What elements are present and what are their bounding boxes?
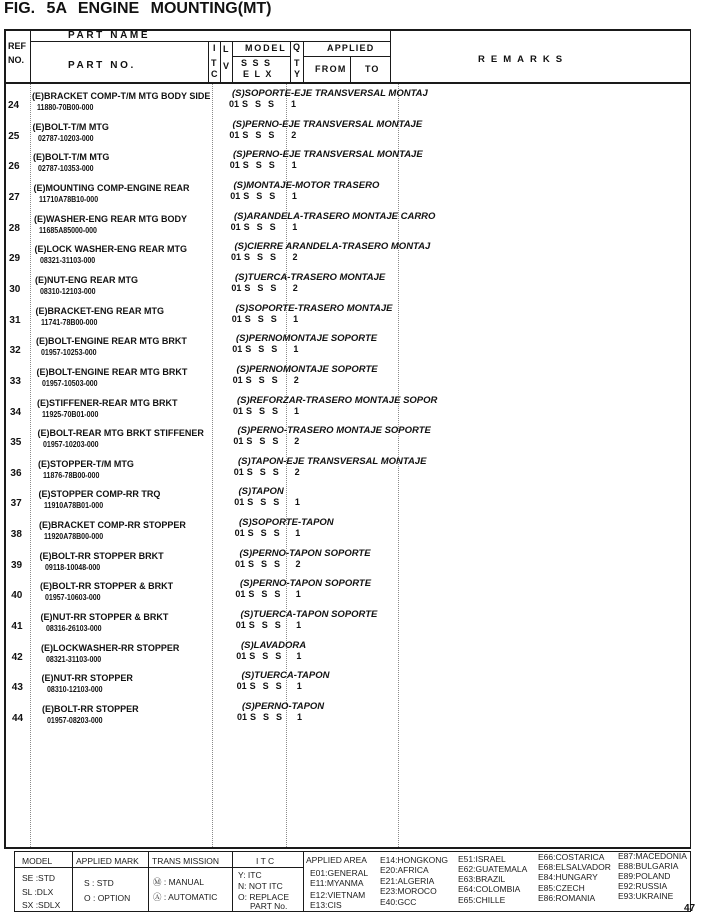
remarks-text: (S)TUERCA-TRASERO MONTAJE xyxy=(235,271,386,283)
remarks-text: (S)PERNOMONTAJE SOPORTE xyxy=(236,363,378,375)
model-flag-se: S xyxy=(247,497,254,508)
part-name: (E)BRACKET COMP-T/M MTG BODY SIDE xyxy=(32,91,211,101)
model-flag-sx: S xyxy=(274,589,281,600)
legend-area-code: E14:HONGKONG xyxy=(380,855,449,865)
legend-divider-4 xyxy=(303,851,304,912)
legend-area-code: E20:AFRICA xyxy=(380,865,429,875)
part-name: (E)NUT-ENG REAR MTG xyxy=(35,274,138,285)
ref-number: 34 xyxy=(10,406,22,418)
model-flag-sl: S xyxy=(263,712,270,722)
legend-area-code: E63:BRAZIL xyxy=(458,874,506,884)
ref-number: 30 xyxy=(9,283,21,295)
model-flag-sl: S xyxy=(259,466,266,477)
lv-header-l: L xyxy=(223,44,229,54)
part-number: 08310-12103-000 xyxy=(40,286,96,296)
part-number: 09118-10048-000 xyxy=(44,562,100,572)
legend-area-code: E85:CZECH xyxy=(538,883,585,893)
part-number: 08321-31103-000 xyxy=(46,654,102,664)
model-flag-se: S xyxy=(247,528,254,539)
ref-number: 27 xyxy=(8,191,20,203)
quantity: 2 xyxy=(292,282,298,293)
model-flag-sx: S xyxy=(275,681,282,692)
legend-header-underline xyxy=(14,867,304,868)
legend-area-code: E84:HUNGARY xyxy=(538,872,598,882)
remarks-text: (S)PERNO-EJE TRANSVERSAL MONTAJE xyxy=(233,149,423,161)
legend-transmission-header: TRANS MISSION xyxy=(152,856,220,866)
part-number: 11925-70B01-000 xyxy=(42,409,99,419)
no-header: NO. xyxy=(8,55,25,65)
legend-applied-mark-item: O : OPTION xyxy=(84,893,131,903)
itc-header-t: T xyxy=(211,58,217,68)
model-flag-sl: S xyxy=(255,99,262,109)
legend-bottom-border xyxy=(14,911,691,912)
model-flag-sl: S xyxy=(261,558,268,569)
remarks-column-divider xyxy=(390,29,391,83)
legend-area-code: E12:VIETNAM xyxy=(310,890,366,900)
part-name: (E)STOPPER-T/M MTG xyxy=(38,458,134,469)
row-code: 01 xyxy=(234,528,245,539)
remarks-text: (S)PERNO-TRASERO MONTAJE SOPORTE xyxy=(237,425,431,437)
model-flag-sx: S xyxy=(271,344,278,355)
ref-number: 42 xyxy=(11,651,23,663)
legend-divider-2 xyxy=(148,851,149,912)
from-header: FROM xyxy=(315,64,347,74)
part-name: (E)BOLT-T/M MTG xyxy=(33,152,110,163)
remarks-text: (S)REFORZAR-TRASERO MONTAJE SOPOR xyxy=(237,394,438,406)
applied-header: APPLIED xyxy=(327,43,375,53)
qty-column-divider xyxy=(290,41,291,82)
ref-number: 43 xyxy=(11,682,23,694)
part-number: 01957-10603-000 xyxy=(45,593,101,603)
model-flag-se: S xyxy=(246,405,253,416)
model-flag-sx: S xyxy=(275,650,282,661)
ref-number: 32 xyxy=(9,345,21,357)
model-flag-sl: S xyxy=(257,282,264,293)
ref-number: 39 xyxy=(11,559,23,571)
part-name: (E)BRACKET COMP-RR STOPPER xyxy=(39,520,186,531)
itc-column-divider xyxy=(208,41,209,82)
row-code: 01 xyxy=(235,620,246,630)
legend-itc-header: I T C xyxy=(256,856,275,866)
row-code: 01 xyxy=(231,252,242,263)
legend-area-code: E66:COSTARICA xyxy=(538,852,605,862)
remarks-text: (S)TAPON-EJE TRANSVERSAL MONTAJE xyxy=(238,455,427,467)
quantity: 2 xyxy=(294,436,300,447)
row-code: 01 xyxy=(235,558,246,569)
ref-column-divider xyxy=(30,29,31,83)
table-bottom-border xyxy=(4,847,691,849)
part-number: 08310-12103-000 xyxy=(46,685,103,695)
row-code: 01 xyxy=(231,313,242,324)
part-name: (E)BRACKET-ENG REAR MTG xyxy=(35,305,164,316)
quantity: 1 xyxy=(296,650,302,661)
model-flag-sx: S xyxy=(276,712,283,722)
row-code: 01 xyxy=(232,344,243,355)
part-number: 11910A78B01-000 xyxy=(43,501,103,511)
part-number: 01957-08203-000 xyxy=(47,716,103,725)
remarks-text: (S)TAPON xyxy=(238,486,284,498)
legend-area-code: E68:ELSALVADOR xyxy=(538,862,611,872)
legend-area-code: E01:GENERAL xyxy=(310,868,369,878)
legend-model-header: MODEL xyxy=(22,856,53,866)
quantity: 2 xyxy=(294,466,300,477)
row-code: 01 xyxy=(231,282,242,293)
part-name: (E)BOLT-ENGINE REAR MTG BRKT xyxy=(36,366,188,377)
part-name: (E)STOPPER COMP-RR TRQ xyxy=(38,489,161,500)
part-name: (E)MOUNTING COMP-ENGINE REAR xyxy=(33,182,190,193)
quantity: 1 xyxy=(296,620,302,630)
part-name: (E)NUT-RR STOPPER xyxy=(41,673,133,684)
row-code: 01 xyxy=(233,405,244,416)
quantity: 2 xyxy=(295,558,301,569)
row-code: 01 xyxy=(236,681,247,692)
model-flag-se: S xyxy=(242,160,249,171)
part-name: (E)STIFFENER-REAR MTG BRKT xyxy=(37,397,178,408)
part-number: 02787-10203-000 xyxy=(37,133,94,143)
qty-header-q: Q xyxy=(293,42,301,52)
row-code: 01 xyxy=(229,129,240,140)
quantity: 1 xyxy=(295,589,301,600)
model-flag-sx: S xyxy=(273,497,280,508)
model-flag-sx: S xyxy=(271,374,278,385)
model-flag-sx: S xyxy=(272,436,279,447)
row-code: 01 xyxy=(232,374,243,385)
model-flag-se: S xyxy=(244,313,251,324)
legend-itc-item: PART No. xyxy=(250,901,288,911)
ref-number: 38 xyxy=(10,529,22,541)
model-flag-sx: S xyxy=(270,313,277,324)
model-flag-sl: S xyxy=(258,374,265,385)
legend-area-code: E40:GCC xyxy=(380,897,417,907)
lv-column-divider xyxy=(220,41,221,82)
model-flag-se: S xyxy=(250,712,257,722)
table-right-border xyxy=(690,29,692,848)
model-flag-se: S xyxy=(245,344,252,355)
model-flag-se: S xyxy=(249,650,256,661)
remarks-text: (S)PERNOMONTAJE SOPORTE xyxy=(236,333,378,345)
lv-header-v: V xyxy=(223,61,230,71)
model-flag-sl: S xyxy=(261,620,268,630)
part-number: 11876-78B00-000 xyxy=(43,470,100,480)
quantity: 1 xyxy=(291,160,297,171)
model-flag-sx: S xyxy=(269,221,276,232)
part-number: 08316-26103-000 xyxy=(45,624,102,633)
figure-title: FIG. 5A ENGINE MOUNTING(MT) xyxy=(4,0,272,17)
part-name: (E)BOLT-RR STOPPER xyxy=(42,704,139,714)
applied-column-divider xyxy=(303,41,304,82)
model-underline xyxy=(232,56,290,57)
part-number: 11920A78B00-000 xyxy=(44,532,104,542)
part-name-header: PART NAME xyxy=(68,30,151,41)
part-number: 01957-10253-000 xyxy=(41,348,97,358)
part-number: 01957-10503-000 xyxy=(41,378,98,388)
model-flag-sx: S xyxy=(268,129,275,140)
model-header: MODEL xyxy=(245,43,287,53)
legend-applied-mark-header: APPLIED MARK xyxy=(76,856,139,866)
remarks-text: (S)TUERCA-TAPON xyxy=(241,670,330,682)
part-no-header: PART NO. xyxy=(68,60,136,71)
quantity: 1 xyxy=(297,712,303,722)
ref-number: 36 xyxy=(10,467,22,479)
quantity: 1 xyxy=(293,344,299,355)
ref-number: 35 xyxy=(10,437,22,449)
model-flag-se: S xyxy=(249,681,256,692)
ref-number: 24 xyxy=(8,100,20,111)
model-flag-sl: S xyxy=(257,252,264,263)
model-flag-sx: S xyxy=(270,282,277,293)
ref-number: 41 xyxy=(11,621,23,632)
model-flag-se: S xyxy=(244,252,251,263)
from-to-divider xyxy=(350,56,351,82)
legend-divider-1 xyxy=(72,851,73,912)
model-flag-se: S xyxy=(248,620,255,630)
ref-number: 44 xyxy=(12,713,24,724)
legend-area-code: E88:BULGARIA xyxy=(618,861,679,871)
legend-area-code: E93:UKRAINE xyxy=(618,891,674,901)
model-flag-se: S xyxy=(248,558,255,569)
legend-area-code: E51:ISRAEL xyxy=(458,854,506,864)
part-name: (E)BOLT-REAR MTG BRKT STIFFENER xyxy=(37,428,204,439)
quantity: 1 xyxy=(291,190,297,201)
model-flag-se: S xyxy=(245,374,252,385)
model-flag-sx: S xyxy=(268,160,275,171)
remarks-text: (S)SOPORTE-TRASERO MONTAJE xyxy=(235,302,393,314)
model-flag-sl: S xyxy=(262,681,269,692)
quantity: 1 xyxy=(292,221,298,232)
model-flag-sx: S xyxy=(268,99,275,109)
ref-column-dotted-line xyxy=(30,84,31,847)
model-codes-bottom: E L X xyxy=(243,69,272,79)
model-flag-se: S xyxy=(246,466,253,477)
remarks-text: (S)SOPORTE-EJE TRANSVERSAL MONTAJ xyxy=(232,88,428,99)
itc-column-dotted-line xyxy=(212,84,213,847)
legend-itc-item: N: NOT ITC xyxy=(238,881,283,891)
ref-number: 40 xyxy=(11,590,23,602)
remarks-text: (S)CIERRE ARANDELA-TRASERO MONTAJ xyxy=(234,241,431,253)
part-name: (E)NUT-RR STOPPER & BRKT xyxy=(40,612,169,622)
part-number: 02787-10353-000 xyxy=(38,164,94,174)
part-number: 01957-10203-000 xyxy=(42,440,99,450)
legend-left-border xyxy=(14,851,15,912)
model-flag-sx: S xyxy=(274,558,281,569)
model-flag-sl: S xyxy=(257,313,264,324)
remarks-text: (S)MONTAJE-MOTOR TRASERO xyxy=(233,179,380,191)
model-column-divider xyxy=(232,41,233,82)
itc-header-i: I xyxy=(213,43,216,53)
model-flag-sx: S xyxy=(272,466,279,477)
model-flag-sl: S xyxy=(259,405,266,416)
part-number: 08321-31103-000 xyxy=(39,256,95,266)
legend-applied-mark-item: S : STD xyxy=(84,878,114,888)
legend-area-code: E13:CIS xyxy=(310,900,342,910)
model-flag-se: S xyxy=(242,99,249,109)
remarks-text: (S)TUERCA-TAPON SOPORTE xyxy=(240,609,378,620)
legend-itc-item: O: REPLACE xyxy=(238,892,290,902)
model-flag-sl: S xyxy=(260,528,267,539)
quantity: 2 xyxy=(293,374,299,385)
applied-underline xyxy=(303,56,390,57)
ref-number: 25 xyxy=(8,130,20,142)
table-left-border xyxy=(4,29,6,848)
model-flag-se: S xyxy=(246,436,253,447)
quantity: 1 xyxy=(294,405,300,416)
legend-area-code: E11:MYANMA xyxy=(310,878,364,888)
model-flag-sx: S xyxy=(269,190,276,201)
itc-header-c: C xyxy=(211,69,218,79)
legend-applied-area-header: APPLIED AREA xyxy=(306,855,367,865)
part-number: 11880-70B00-000 xyxy=(37,103,94,112)
legend-model-item: SX :SDLX xyxy=(22,900,61,910)
ref-number: 28 xyxy=(8,222,20,234)
model-flag-sx: S xyxy=(273,528,280,539)
ref-number: 31 xyxy=(9,314,21,326)
quantity: 1 xyxy=(291,99,297,109)
part-name: (E)BOLT-RR STOPPER & BRKT xyxy=(40,581,174,592)
remarks-text: (S)PERNO-TAPON xyxy=(242,701,325,712)
row-code: 01 xyxy=(233,436,244,447)
model-flag-sl: S xyxy=(258,344,265,355)
model-flag-sx: S xyxy=(272,405,279,416)
row-code: 01 xyxy=(236,650,247,661)
part-name: (E)BOLT-ENGINE REAR MTG BRKT xyxy=(36,336,187,347)
model-flag-sl: S xyxy=(256,221,263,232)
legend-area-code: E62:GUATEMALA xyxy=(458,864,528,874)
legend-area-code: E87:MACEDONIA xyxy=(618,851,687,861)
remarks-text: (S)LAVADORA xyxy=(241,639,307,651)
ref-number: 33 xyxy=(9,375,21,387)
part-name: (E)WASHER-ENG REAR MTG BODY xyxy=(34,213,187,224)
header-bottom-border xyxy=(4,82,691,84)
model-flag-se: S xyxy=(242,129,249,140)
part-name: (E)BOLT-T/M MTG xyxy=(32,121,109,132)
model-flag-se: S xyxy=(243,221,250,232)
remarks-text: (S)PERNO-TAPON SOPORTE xyxy=(240,578,372,590)
qty-header-y: Y xyxy=(294,69,301,79)
legend-area-code: E23:MOROCO xyxy=(380,886,437,896)
model-flag-sl: S xyxy=(259,436,266,447)
model-codes-top: S S S xyxy=(241,58,271,68)
legend-transmission-item: Ⓐ : AUTOMATIC xyxy=(153,892,218,902)
ref-header: REF xyxy=(8,41,26,51)
page-number: 47 xyxy=(684,903,696,914)
model-flag-sl: S xyxy=(256,190,263,201)
quantity: 1 xyxy=(293,313,299,324)
legend-area-code: E21:ALGERIA xyxy=(380,876,435,886)
row-code: 01 xyxy=(229,160,240,171)
ref-number: 37 xyxy=(10,498,22,510)
remarks-text: (S)SOPORTE-TAPON xyxy=(239,517,334,529)
part-number: 11710A78B10-000 xyxy=(38,194,98,204)
model-flag-sl: S xyxy=(255,129,262,140)
remarks-header: REMARKS xyxy=(478,54,569,65)
legend-itc-item: Y: ITC xyxy=(238,870,262,880)
remarks-text: (S)PERNO-EJE TRANSVERSAL MONTAJE xyxy=(232,118,423,130)
part-name-underline xyxy=(30,41,390,42)
model-flag-sx: S xyxy=(270,252,277,263)
part-number: 11685A85000-000 xyxy=(39,225,97,235)
legend-area-code: E86:ROMANIA xyxy=(538,893,596,903)
remarks-text: (S)ARANDELA-TRASERO MONTAJE CARRO xyxy=(234,210,436,222)
legend-model-item: SE :STD xyxy=(22,873,56,883)
row-code: 01 xyxy=(230,190,241,201)
model-flag-se: S xyxy=(243,190,250,201)
part-name: (E)BOLT-RR STOPPER BRKT xyxy=(39,550,164,561)
legend-area-code: E65:CHILLE xyxy=(458,895,506,905)
part-name: (E)LOCKWASHER-RR STOPPER xyxy=(41,642,180,653)
model-flag-sl: S xyxy=(262,650,269,661)
part-number: 11741-78B00-000 xyxy=(40,317,97,327)
legend-model-item: SL :DLX xyxy=(22,887,54,897)
ref-number: 29 xyxy=(9,253,21,265)
model-flag-sl: S xyxy=(261,589,268,600)
model-flag-sl: S xyxy=(255,160,262,171)
legend-divider-3 xyxy=(232,851,233,912)
quantity: 2 xyxy=(292,252,298,263)
legend-area-code: E89:POLAND xyxy=(618,871,671,881)
row-code: 01 xyxy=(233,466,244,477)
qty-header-t: T xyxy=(294,58,300,68)
to-header: TO xyxy=(365,64,380,74)
row-code: 01 xyxy=(230,221,241,232)
legend-transmission-item: Ⓜ : MANUAL xyxy=(153,877,205,887)
remarks-text: (S)PERNO-TAPON SOPORTE xyxy=(239,547,371,559)
quantity: 1 xyxy=(296,681,302,692)
model-flag-sx: S xyxy=(274,620,281,630)
row-code: 01 xyxy=(229,99,240,109)
legend-area-code: E92:RUSSIA xyxy=(618,881,668,891)
model-flag-se: S xyxy=(244,282,251,293)
row-code: 01 xyxy=(237,712,248,722)
quantity: 1 xyxy=(294,497,300,508)
row-code: 01 xyxy=(235,589,246,600)
row-code: 01 xyxy=(234,497,245,508)
model-flag-sl: S xyxy=(260,497,267,508)
quantity: 1 xyxy=(295,528,301,539)
quantity: 2 xyxy=(291,129,297,140)
ref-number: 26 xyxy=(8,161,20,173)
legend-area-code: E64:COLOMBIA xyxy=(458,884,521,894)
model-flag-se: S xyxy=(248,589,255,600)
part-name: (E)LOCK WASHER-ENG REAR MTG xyxy=(34,244,187,255)
